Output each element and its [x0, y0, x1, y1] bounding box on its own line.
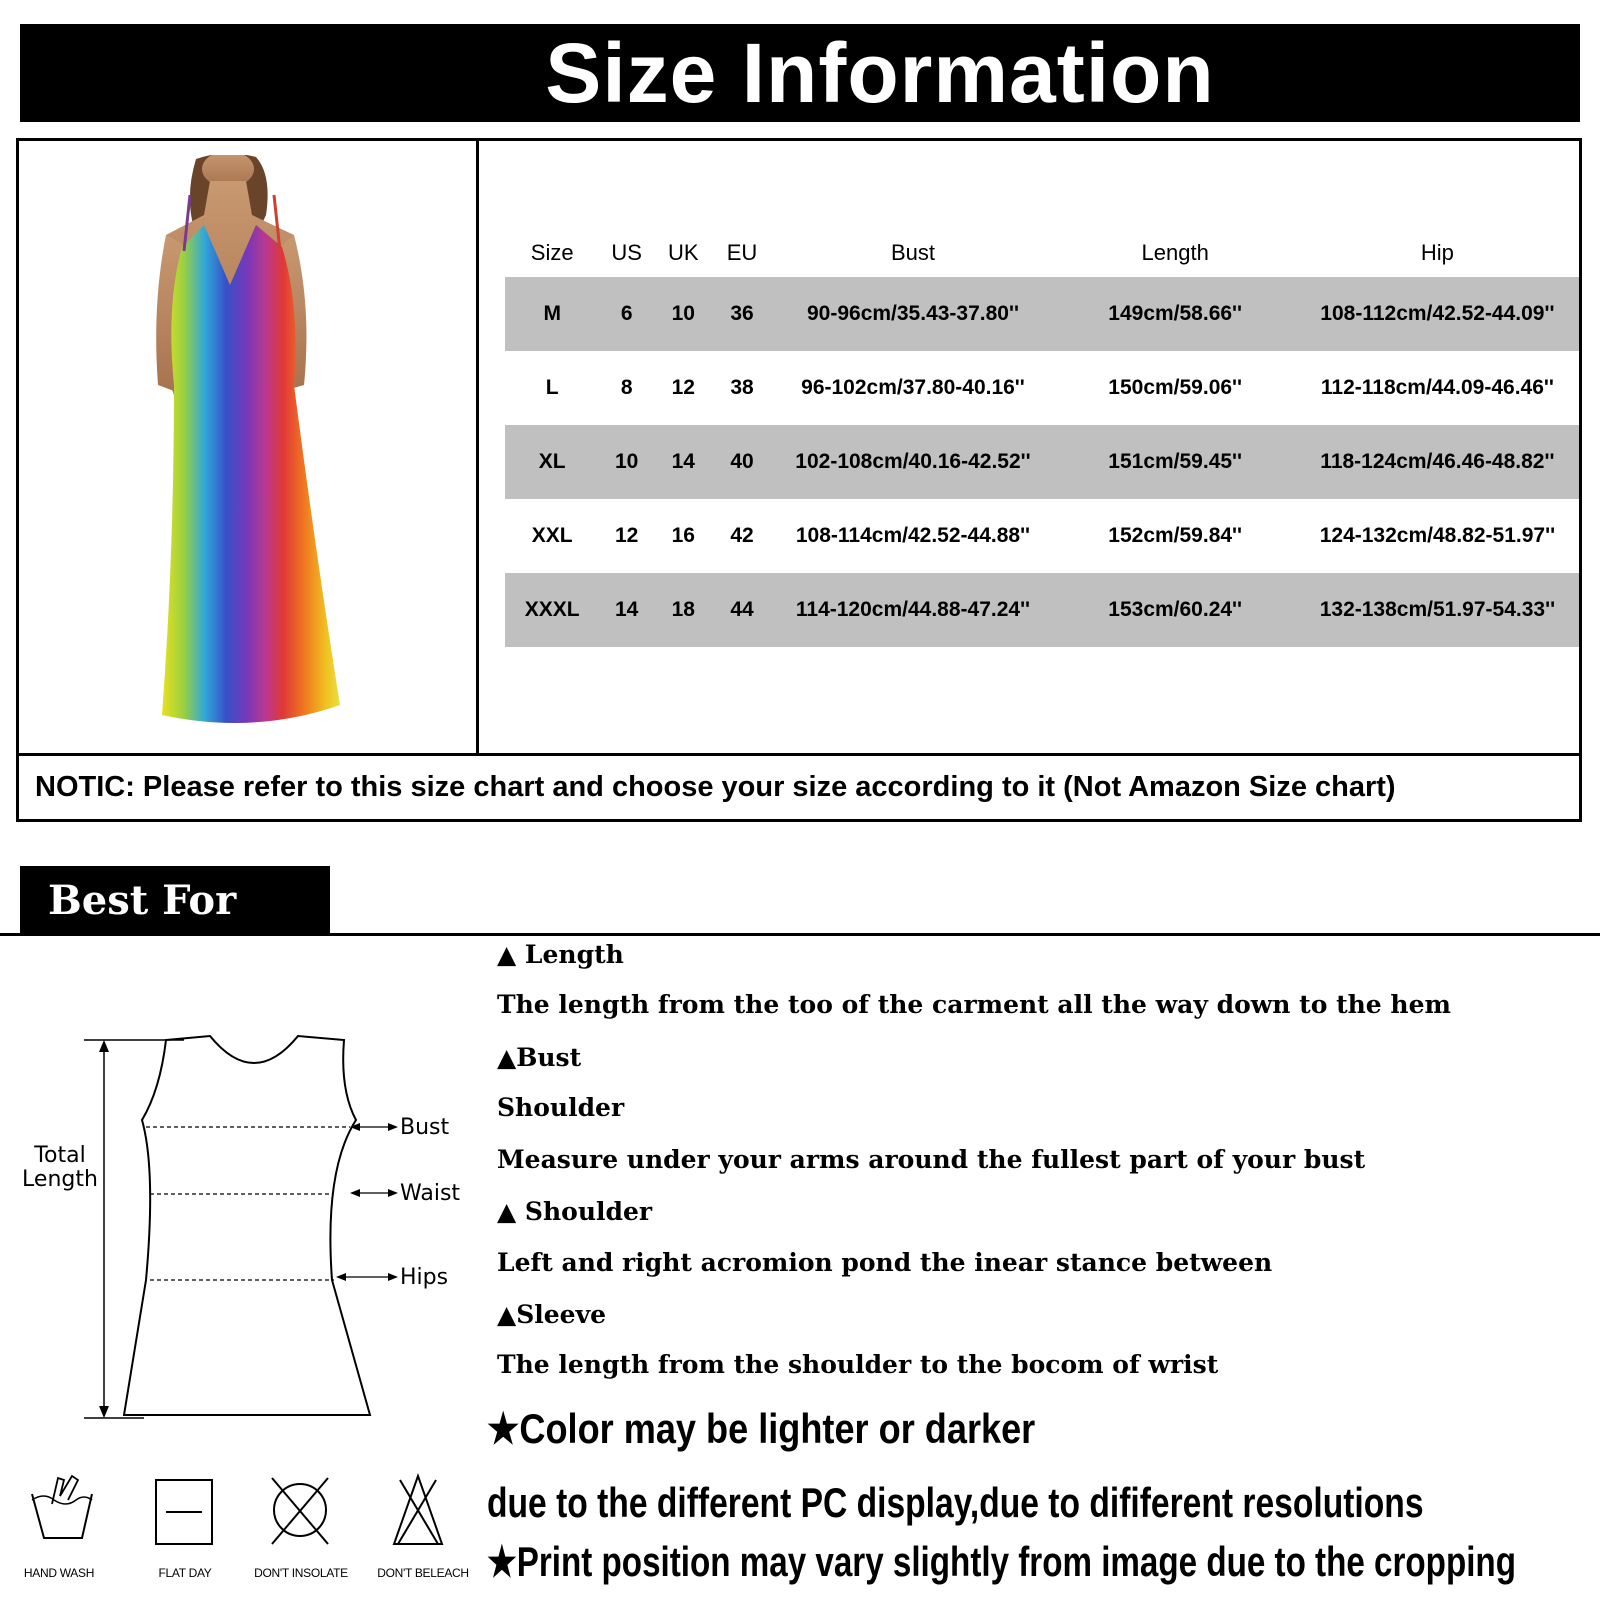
size-cell: 150cm/59.06'': [1055, 351, 1296, 425]
size-table-header: [505, 229, 1579, 277]
shoulder-text: Shoulder: [497, 1093, 625, 1122]
size-cell: 10: [654, 277, 713, 351]
sleeve-description: The length from the shoulder to the bocom of wrist: [497, 1350, 1219, 1379]
size-row: [505, 351, 1579, 425]
shoulder-heading: ▲ Shoulder: [497, 1197, 653, 1226]
size-row: [505, 425, 1579, 499]
length-heading: ▲ Length: [497, 940, 624, 969]
flat-dry-icon: [156, 1480, 212, 1544]
section-divider: [0, 933, 1600, 936]
bust-heading: ▲Bust: [497, 1043, 582, 1072]
total-length-label: Total: [34, 1143, 86, 1168]
size-cell: 118-124cm/46.46-48.82'': [1296, 425, 1579, 499]
title-bar: [20, 24, 1580, 122]
size-cell: 132-138cm/51.97-54.33'': [1296, 573, 1579, 647]
size-cell: 108-114cm/42.52-44.88'': [771, 499, 1054, 573]
size-cell: 12: [599, 499, 654, 573]
size-cell: 114-120cm/44.88-47.24'': [771, 573, 1054, 647]
sleeve-heading: ▲Sleeve: [497, 1300, 607, 1329]
column-header: Hip: [1420, 240, 1454, 265]
size-cell: 10: [599, 425, 654, 499]
dont-insolate-icon: [272, 1478, 328, 1544]
size-cell: 153cm/60.24'': [1055, 573, 1296, 647]
column-header: EU: [726, 240, 758, 265]
column-header: Length: [1141, 240, 1209, 265]
size-cell: 90-96cm/35.43-37.80'': [771, 277, 1054, 351]
product-photo: [144, 155, 364, 735]
bust-label: Bust: [400, 1115, 450, 1140]
size-cell: 149cm/58.66'': [1055, 277, 1296, 351]
size-cell: 108-112cm/42.52-44.09'': [1296, 277, 1579, 351]
size-cell: 152cm/59.84'': [1055, 499, 1296, 573]
size-cell: 40: [713, 425, 772, 499]
size-cell: 102-108cm/40.16-42.52'': [771, 425, 1054, 499]
hand-wash-icon: [32, 1476, 92, 1538]
size-cell: 151cm/59.45'': [1055, 425, 1296, 499]
care-label: HAND WASH: [23, 1566, 95, 1580]
page-title: Size Information: [545, 26, 1215, 120]
care-icons: [14, 1470, 484, 1595]
size-row: [505, 499, 1579, 573]
size-row: [505, 573, 1579, 647]
size-cell: 38: [713, 351, 772, 425]
measurement-diagram: [14, 1030, 474, 1430]
size-table-cell: [479, 141, 1579, 753]
size-notice: NOTIC: Please refer to this size chart and choose your size according to it (Not Amazon Size chart): [19, 753, 1579, 819]
size-cell: 14: [654, 425, 713, 499]
size-cell: XXXL: [505, 573, 599, 647]
hips-label: Hips: [400, 1265, 449, 1290]
dont-bleach-icon: [394, 1476, 442, 1544]
care-label: DON'T BELEACH: [377, 1566, 469, 1580]
size-cell: 42: [713, 499, 772, 573]
care-label: DON'T INSOLATE: [254, 1566, 348, 1580]
size-cell: 96-102cm/37.80-40.16'': [771, 351, 1054, 425]
size-cell: XL: [505, 425, 599, 499]
size-cell: 6: [599, 277, 654, 351]
size-cell: 14: [599, 573, 654, 647]
size-row: [505, 277, 1579, 351]
size-cell: L: [505, 351, 599, 425]
bust-description: Measure under your arms around the fullest part of your bust: [497, 1145, 1366, 1174]
size-cell: 12: [654, 351, 713, 425]
size-cell: 16: [654, 499, 713, 573]
shoulder-description: Left and right acromion pond the inear stance between: [497, 1248, 1273, 1277]
size-cell: XXL: [505, 499, 599, 573]
size-cell: 124-132cm/48.82-51.97'': [1296, 499, 1579, 573]
product-photo-cell: [19, 141, 479, 753]
color-note: ★Color may be lighter or darker: [487, 1405, 1036, 1452]
best-for-you-tab: Best For You: [20, 866, 330, 934]
size-chart-frame: [16, 138, 1582, 822]
column-header: Size: [530, 240, 574, 265]
size-cell: 8: [599, 351, 654, 425]
print-note: ★Print position may vary slightly from image due to the cropping: [487, 1538, 1516, 1585]
size-cell: 44: [713, 573, 772, 647]
display-note: due to the different PC display,due to dififerent resolutions: [487, 1479, 1424, 1526]
size-cell: 112-118cm/44.09-46.46'': [1296, 351, 1579, 425]
total-length-label: Length: [22, 1167, 98, 1192]
column-header: Bust: [890, 240, 935, 265]
care-label: FLAT DAY: [158, 1566, 212, 1580]
column-header: UK: [668, 240, 699, 265]
size-cell: 18: [654, 573, 713, 647]
size-table: [505, 229, 1579, 647]
waist-label: Waist: [400, 1181, 461, 1206]
size-cell: M: [505, 277, 599, 351]
dress-outline: [124, 1036, 370, 1415]
column-header: US: [611, 240, 642, 265]
length-description: The length from the too of the carment all the way down to the hem: [497, 990, 1451, 1019]
size-cell: 36: [713, 277, 772, 351]
